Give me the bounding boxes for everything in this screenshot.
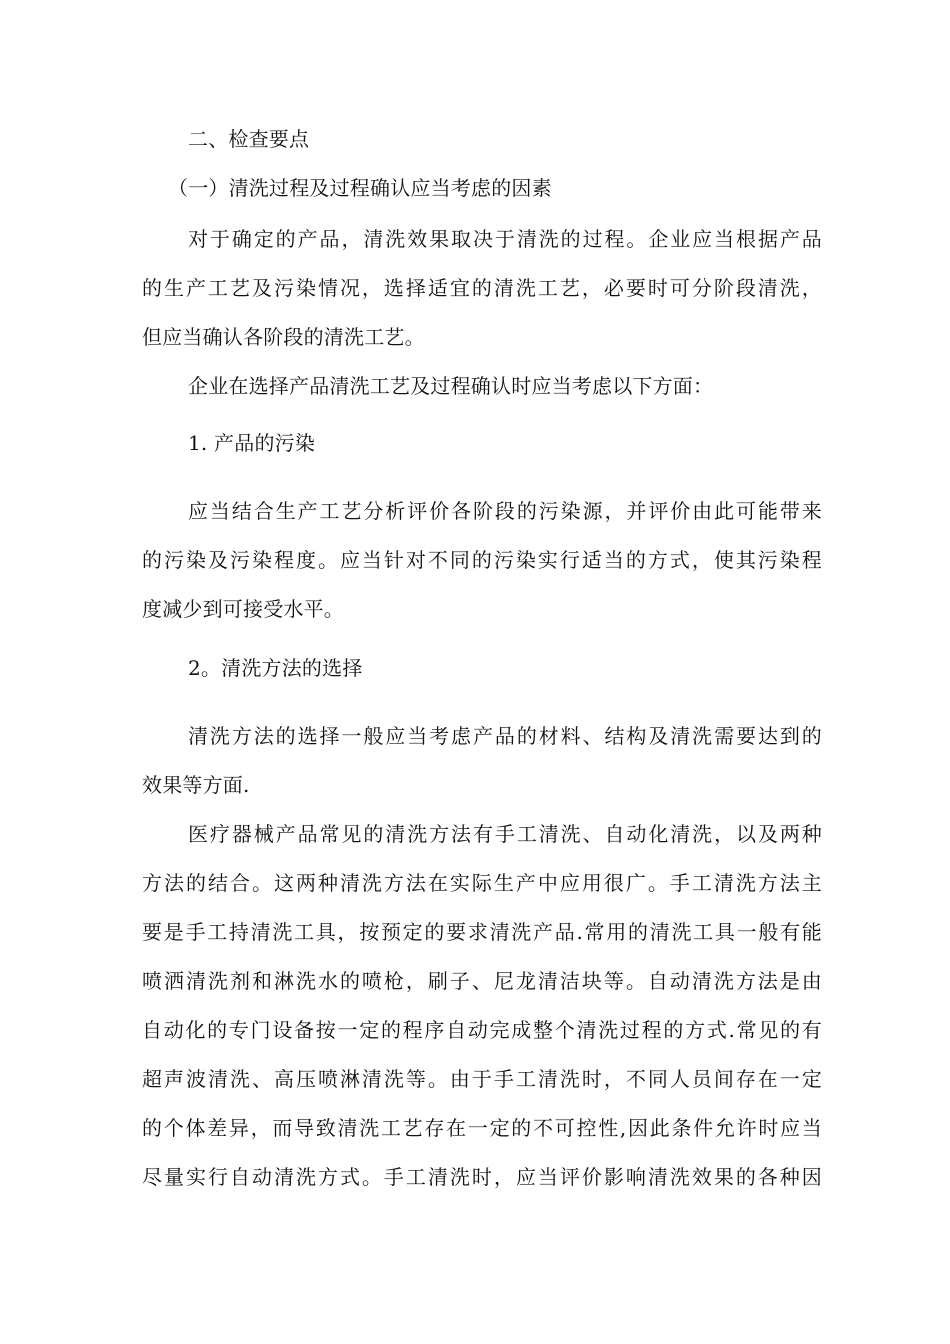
paragraph-line: 清洗方法的选择一般应当考虑产品的材料、结构及清洗需要达到的 <box>188 724 822 748</box>
subsection-heading: （一）清洗过程及过程确认应当考虑的因素 <box>168 176 552 200</box>
list-item-title: 2。清洗方法的选择 <box>188 656 363 680</box>
paragraph-line: 应当结合生产工艺分析评价各阶段的污染源，并评价由此可能带来 <box>188 499 822 523</box>
paragraph-line: 企业在选择产品清洗工艺及过程确认时应当考虑以下方面： <box>188 374 714 398</box>
paragraph-line: 的生产工艺及污染情况，选择适宜的清洗工艺，必要时可分阶段清洗， <box>142 276 822 300</box>
paragraph-line: 但应当确认各阶段的清洗工艺。 <box>142 325 425 349</box>
section-heading: 二、检查要点 <box>188 127 310 151</box>
paragraph-line: 方法的结合。这两种清洗方法在实际生产中应用很广。手工清洗方法主 <box>142 871 822 895</box>
paragraph-line: 医疗器械产品常见的清洗方法有手工清洗、自动化清洗，以及两种 <box>188 822 822 846</box>
paragraph-line: 的个体差异，而导致清洗工艺存在一定的不可控性,因此条件允许时应当 <box>142 1116 822 1140</box>
paragraph-line: 喷洒清洗剂和淋洗水的喷枪，刷子、尼龙清洁块等。自动清洗方法是由 <box>142 969 822 993</box>
paragraph-line: 效果等方面. <box>142 773 250 797</box>
paragraph-line: 自动化的专门设备按一定的程序自动完成整个清洗过程的方式.常见的有 <box>142 1018 822 1042</box>
paragraph-line: 要是手工持清洗工具，按预定的要求清洗产品.常用的清洗工具一般有能 <box>142 920 822 944</box>
paragraph-line: 对于确定的产品，清洗效果取决于清洗的过程。企业应当根据产品 <box>188 227 822 251</box>
paragraph-line: 超声波清洗、高压喷淋清洗等。由于手工清洗时，不同人员间存在一定 <box>142 1067 822 1091</box>
paragraph-line: 度减少到可接受水平。 <box>142 597 344 621</box>
paragraph-line: 的污染及污染程度。应当针对不同的污染实行适当的方式，使其污染程 <box>142 548 822 572</box>
list-item-title: 1. 产品的污染 <box>188 431 316 455</box>
paragraph-line: 尽量实行自动清洗方式。手工清洗时，应当评价影响清洗效果的各种因 <box>142 1165 822 1189</box>
